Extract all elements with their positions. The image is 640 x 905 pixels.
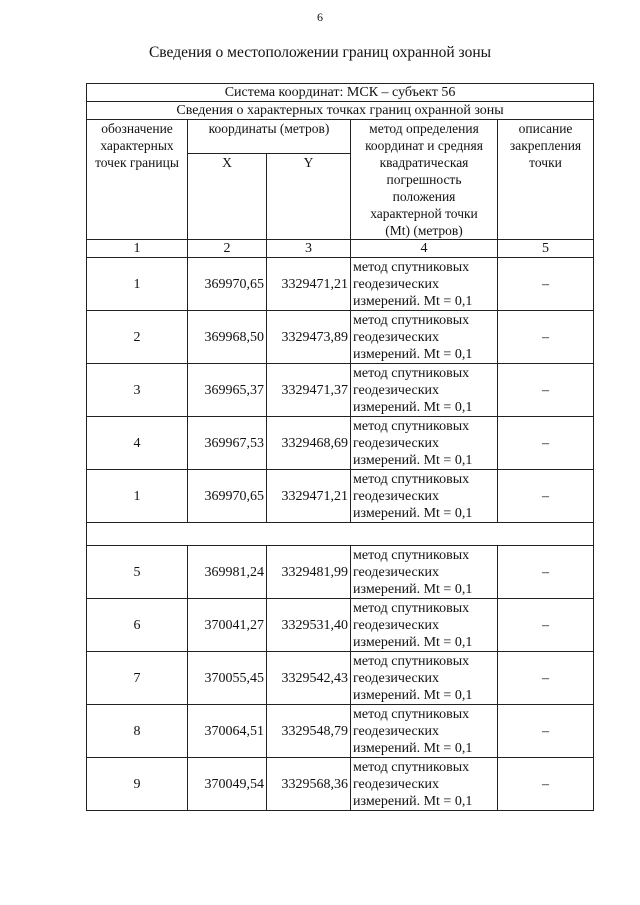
y-coordinate-cell: 3329548,79 <box>267 705 351 758</box>
x-coordinate-cell: 370055,45 <box>188 652 267 705</box>
page-number: 6 <box>317 10 323 24</box>
table-row <box>87 705 594 758</box>
table-row <box>87 364 594 417</box>
y-coordinate-cell: 3329481,99 <box>267 546 351 599</box>
point-number-cell: 2 <box>87 311 188 364</box>
description-cell: – <box>498 705 594 758</box>
table-row <box>87 470 594 523</box>
boundary-points-table <box>86 83 594 811</box>
y-coordinate-cell: 3329468,69 <box>267 417 351 470</box>
x-coordinate-cell: 369967,53 <box>188 417 267 470</box>
y-coordinate-cell: 3329473,89 <box>267 311 351 364</box>
y-coordinate-cell: 3329471,21 <box>267 470 351 523</box>
col-number-5: 5 <box>498 240 594 258</box>
method-cell: метод спутниковых геодезических измерений. Mt = 0,1 <box>351 364 498 417</box>
table-row <box>87 652 594 705</box>
description-cell: – <box>498 258 594 311</box>
method-cell: метод спутниковых геодезических измерений. Mt = 0,1 <box>351 546 498 599</box>
method-cell: метод спутниковых геодезических измерений. Mt = 0,1 <box>351 705 498 758</box>
col-number-4: 4 <box>351 240 498 258</box>
x-coordinate-cell: 369968,50 <box>188 311 267 364</box>
x-coordinate-cell: 369981,24 <box>188 546 267 599</box>
y-coordinate-cell: 3329471,21 <box>267 258 351 311</box>
description-cell: – <box>498 417 594 470</box>
description-cell: – <box>498 758 594 811</box>
method-cell: метод спутниковых геодезических измерений. Mt = 0,1 <box>351 311 498 364</box>
y-coordinate-cell: 3329471,37 <box>267 364 351 417</box>
x-coordinate-cell: 369970,65 <box>188 258 267 311</box>
group-separator-row <box>87 523 594 546</box>
method-cell: метод спутниковых геодезических измерений. Mt = 0,1 <box>351 758 498 811</box>
description-cell: – <box>498 599 594 652</box>
x-coordinate-cell: 370049,54 <box>188 758 267 811</box>
description-cell: – <box>498 546 594 599</box>
col-number-2: 2 <box>188 240 267 258</box>
table-row <box>87 311 594 364</box>
x-coordinate-cell: 370041,27 <box>188 599 267 652</box>
point-number-cell: 8 <box>87 705 188 758</box>
header-description: описание закрепления точки <box>498 120 594 240</box>
description-cell: – <box>498 652 594 705</box>
method-cell: метод спутниковых геодезических измерений. Mt = 0,1 <box>351 258 498 311</box>
header-coordinates: координаты (метров) <box>188 120 351 154</box>
y-coordinate-cell: 3329531,40 <box>267 599 351 652</box>
x-coordinate-cell: 370064,51 <box>188 705 267 758</box>
method-cell: метод спутниковых геодезических измерений. Mt = 0,1 <box>351 417 498 470</box>
header-x: X <box>188 154 267 240</box>
header-y: Y <box>267 154 351 240</box>
point-number-cell: 9 <box>87 758 188 811</box>
header-point: обозначение характерных точек границы <box>87 120 188 240</box>
coordinate-system-cell: Система координат: МСК – субъект 56 <box>87 84 594 102</box>
point-number-cell: 6 <box>87 599 188 652</box>
group-separator-cell <box>87 523 594 546</box>
point-number-cell: 3 <box>87 364 188 417</box>
method-cell: метод спутниковых геодезических измерений. Mt = 0,1 <box>351 652 498 705</box>
header-method: метод определения координат и средняя квадратическая погрешность положения характерной точки (Mt) (метров) <box>351 120 498 240</box>
method-cell: метод спутниковых геодезических измерений. Mt = 0,1 <box>351 470 498 523</box>
x-coordinate-cell: 369970,65 <box>188 470 267 523</box>
table-row <box>87 758 594 811</box>
description-cell: – <box>498 311 594 364</box>
document-title: Сведения о местоположении границ охранной зоны <box>148 44 492 61</box>
description-cell: – <box>498 364 594 417</box>
x-coordinate-cell: 369965,37 <box>188 364 267 417</box>
col-number-3: 3 <box>267 240 351 258</box>
table-row <box>87 546 594 599</box>
method-cell: метод спутниковых геодезических измерений. Mt = 0,1 <box>351 599 498 652</box>
table-row <box>87 258 594 311</box>
y-coordinate-cell: 3329542,43 <box>267 652 351 705</box>
y-coordinate-cell: 3329568,36 <box>267 758 351 811</box>
point-number-cell: 7 <box>87 652 188 705</box>
section-title-cell: Сведения о характерных точках границ охранной зоны <box>87 102 594 120</box>
point-number-cell: 4 <box>87 417 188 470</box>
table-row <box>87 417 594 470</box>
description-cell: – <box>498 470 594 523</box>
col-number-1: 1 <box>87 240 188 258</box>
point-number-cell: 1 <box>87 258 188 311</box>
table-row <box>87 599 594 652</box>
point-number-cell: 1 <box>87 470 188 523</box>
point-number-cell: 5 <box>87 546 188 599</box>
